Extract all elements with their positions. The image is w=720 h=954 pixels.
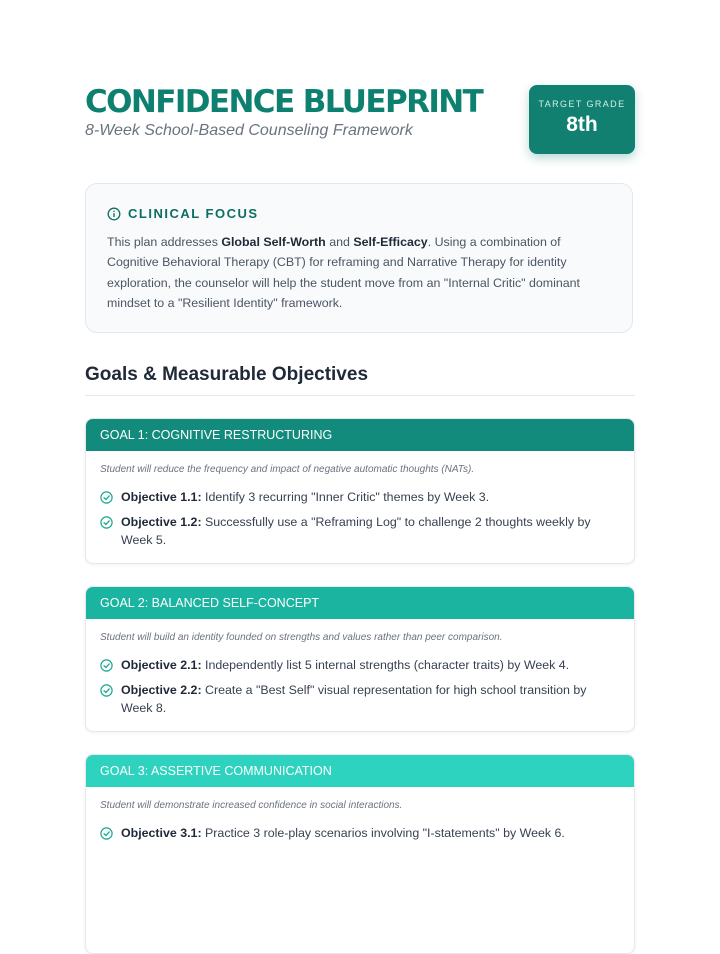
objective-label: Objective 2.1: bbox=[121, 658, 202, 672]
check-circle-icon bbox=[100, 491, 113, 504]
clinical-focus-box bbox=[85, 183, 633, 333]
page-title: CONFIDENCE BLUEPRINT bbox=[85, 84, 483, 120]
target-grade-card bbox=[529, 85, 635, 154]
objective-item bbox=[100, 657, 600, 675]
header bbox=[85, 0, 635, 160]
goal-card bbox=[85, 418, 635, 564]
objective-text: Identify 3 recurring "Inner Critic" themes by Week 3. bbox=[205, 490, 490, 504]
clinical-focus-text-part: and bbox=[325, 235, 354, 249]
goal-header: GOAL 1: COGNITIVE RESTRUCTURING bbox=[86, 419, 634, 451]
objective-item bbox=[100, 514, 600, 549]
objective-item bbox=[100, 489, 600, 507]
target-grade-label: TARGET GRADE bbox=[538, 99, 626, 109]
check-circle-icon bbox=[100, 516, 113, 529]
goal-description: Student will reduce the frequency and impact of negative automatic thoughts (NATs). bbox=[100, 464, 475, 475]
check-circle-icon bbox=[100, 659, 113, 672]
clinical-focus-text bbox=[107, 232, 607, 313]
clinical-focus-bold-term: Global Self-Worth bbox=[221, 235, 326, 249]
check-circle-icon bbox=[100, 684, 113, 697]
clinical-focus-bold-term: Self-Efficacy bbox=[353, 235, 428, 249]
objective-label: Objective 3.1: bbox=[121, 826, 202, 840]
objective-label: Objective 1.1: bbox=[121, 490, 202, 504]
page-subtitle: 8-Week School-Based Counseling Framework bbox=[85, 122, 413, 139]
target-grade-value: 8th bbox=[566, 113, 598, 136]
objective-item bbox=[100, 682, 600, 717]
objective-label: Objective 2.2: bbox=[121, 683, 202, 697]
clinical-focus-text-part: . Using a combination of Cognitive Behavioral Therapy (CBT) for reframing and Narrative Therapy for identity exploration, the counselor will help the student move from an "Internal Critic" dominant mindset to a "Resilient Identity" framework. bbox=[107, 235, 580, 310]
goal-header: GOAL 2: BALANCED SELF-CONCEPT bbox=[86, 587, 634, 619]
goal-card bbox=[85, 754, 635, 954]
objective-text: Create a "Best Self" visual representation for high school transition by Week 8. bbox=[121, 683, 587, 715]
objective-text: Practice 3 role-play scenarios involving "I-statements" by Week 6. bbox=[205, 826, 565, 840]
check-circle-icon bbox=[100, 827, 113, 840]
info-icon bbox=[107, 207, 121, 221]
goal-card bbox=[85, 586, 635, 732]
objective-text: Successfully use a "Reframing Log" to challenge 2 thoughts weekly by Week 5. bbox=[121, 515, 591, 547]
section-divider bbox=[85, 395, 635, 396]
goal-description: Student will build an identity founded on strengths and values rather than peer comparison. bbox=[100, 632, 503, 643]
section-title: Goals & Measurable Objectives bbox=[85, 364, 369, 385]
clinical-focus-title: CLINICAL FOCUS bbox=[128, 206, 259, 221]
goal-description: Student will demonstrate increased confidence in social interactions. bbox=[100, 800, 403, 811]
goal-header: GOAL 3: ASSERTIVE COMMUNICATION bbox=[86, 755, 634, 787]
clinical-focus-text-part: This plan addresses bbox=[107, 235, 222, 249]
objective-text: Independently list 5 internal strengths (character traits) by Week 4. bbox=[205, 658, 570, 672]
clinical-focus-header bbox=[107, 206, 259, 221]
objective-item bbox=[100, 825, 600, 843]
objective-label: Objective 1.2: bbox=[121, 515, 202, 529]
counseling-plan-page bbox=[85, 0, 635, 840]
